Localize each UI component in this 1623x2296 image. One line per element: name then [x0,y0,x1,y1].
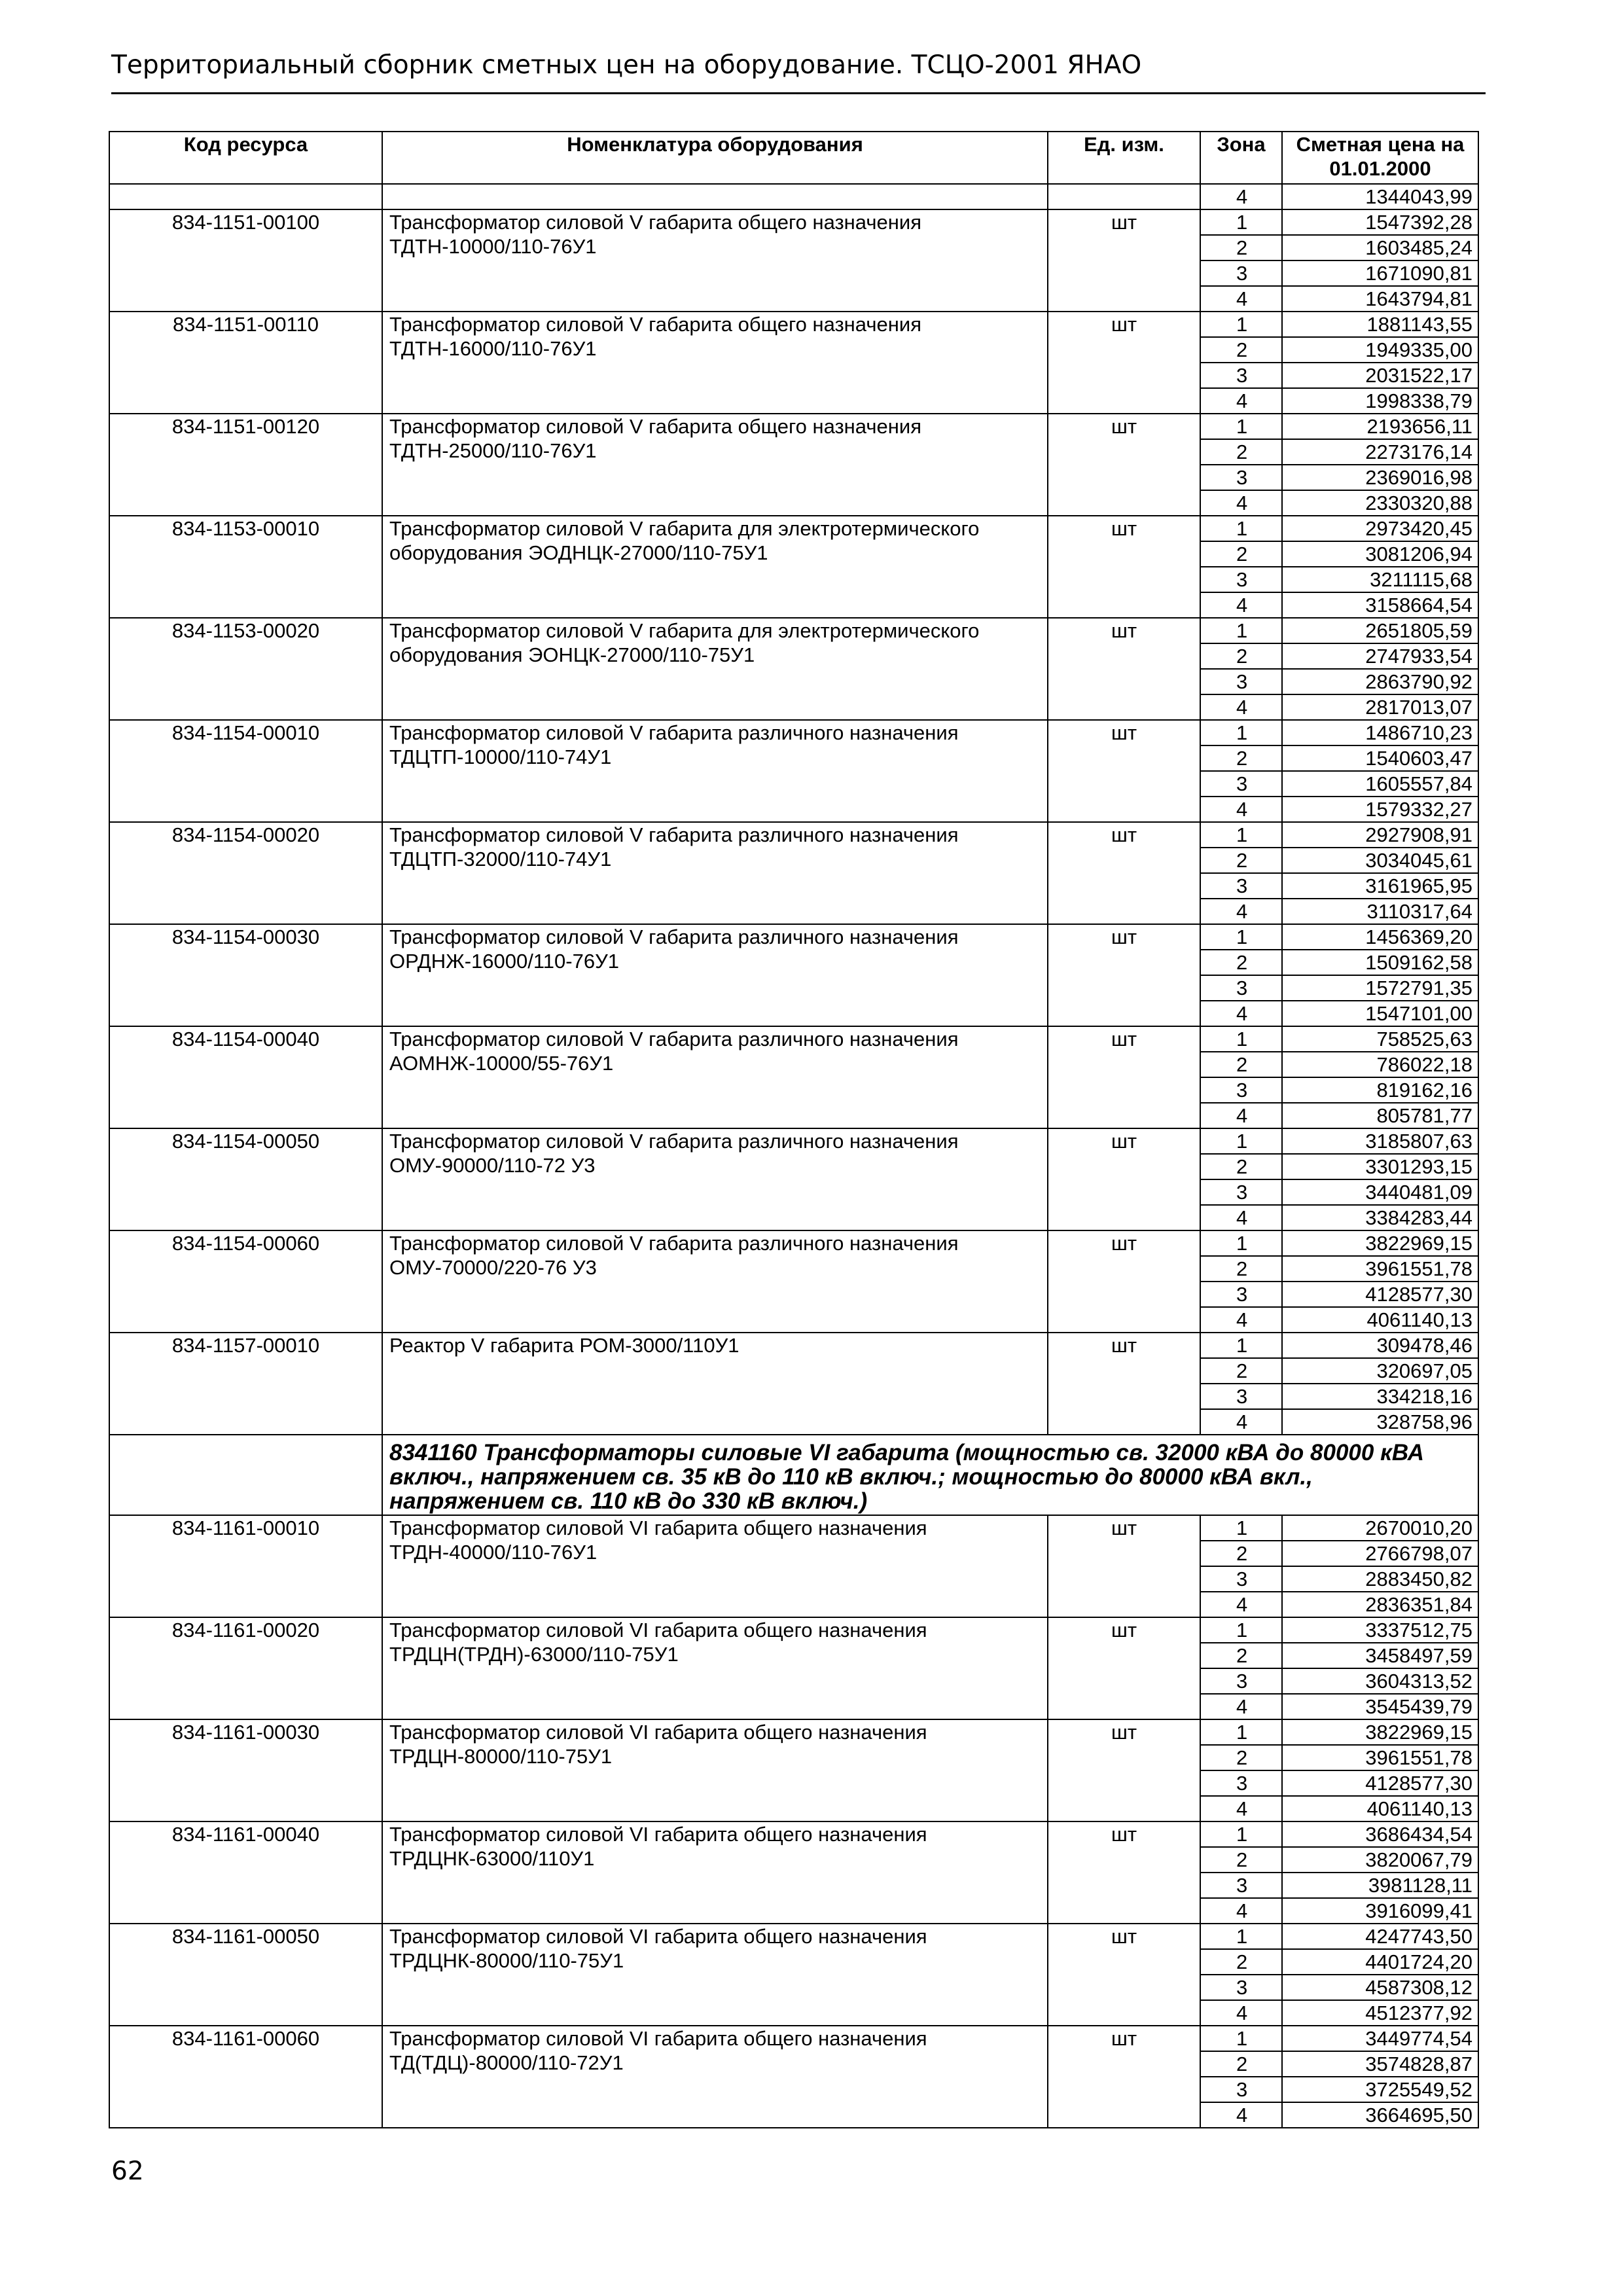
zone-number: 4 [1200,1592,1282,1617]
section-row [109,1435,1478,1515]
estimated-price: 2747933,54 [1282,643,1478,669]
estimated-price: 1603485,24 [1282,235,1478,260]
unit-of-measure: шт [1048,1230,1200,1333]
estimated-price: 4128577,30 [1282,1770,1478,1796]
column-header-code: Код ресурса [109,132,382,184]
table-header-row [109,132,1478,184]
zone-number: 1 [1200,1924,1282,1949]
zone-number: 1 [1200,1128,1282,1154]
estimated-price: 3301293,15 [1282,1154,1478,1179]
estimated-price: 1547101,00 [1282,1001,1478,1026]
unit-of-measure: шт [1048,209,1200,312]
zone-number: 4 [1200,1205,1282,1230]
estimated-price: 2651805,59 [1282,618,1478,643]
zone-number: 4 [1200,2000,1282,2026]
estimated-price: 309478,46 [1282,1333,1478,1358]
unit-of-measure: шт [1048,822,1200,924]
estimated-price: 1456369,20 [1282,924,1478,950]
carryover-unit-cell [1048,184,1200,209]
resource-code: 834-1157-00010 [109,1333,382,1435]
zone-number: 4 [1200,1898,1282,1924]
carryover-price: 1344043,99 [1282,184,1478,209]
page-header-title: Территориальный сборник сметных цен на оборудование. ТСЦО-2001 ЯНАО [111,50,1142,80]
estimated-price: 3211115,68 [1282,567,1478,592]
zone-number: 1 [1200,2026,1282,2051]
table-row [109,618,1478,643]
equipment-name: Трансформатор силовой V габарита для электротермического оборудования ЭОНЦК-27000/110-75У1 [382,618,1048,720]
zone-number: 3 [1200,465,1282,490]
zone-number: 2 [1200,950,1282,975]
table-body [109,184,1478,2128]
zone-number: 2 [1200,235,1282,260]
zone-number: 4 [1200,490,1282,516]
estimated-price: 3664695,50 [1282,2102,1478,2128]
zone-number: 4 [1200,694,1282,720]
estimated-price: 3185807,63 [1282,1128,1478,1154]
table-row [109,1026,1478,1052]
estimated-price: 4061140,13 [1282,1307,1478,1333]
estimated-price: 3961551,78 [1282,1745,1478,1770]
zone-number: 4 [1200,592,1282,618]
estimated-price: 758525,63 [1282,1026,1478,1052]
zone-number: 3 [1200,1384,1282,1409]
equipment-name: Трансформатор силовой VI габарита общего назначения ТД(ТДЦ)-80000/110-72У1 [382,2026,1048,2128]
estimated-price: 1881143,55 [1282,312,1478,337]
estimated-price: 1643794,81 [1282,286,1478,312]
table-row [109,312,1478,337]
zone-number: 2 [1200,1154,1282,1179]
section-title: 8341160 Трансформаторы силовые VI габарита (мощностью св. 32000 кВА до 80000 кВА включ., напряжением св. 35 кВ до 110 кВ включ.; мощностью до 80000 кВА вкл., напряжением св. 110 кВ до 330 кВ включ.) [382,1435,1478,1515]
estimated-price: 3158664,54 [1282,592,1478,618]
resource-code: 834-1154-00060 [109,1230,382,1333]
estimated-price: 3110317,64 [1282,899,1478,924]
estimated-price: 3081206,94 [1282,541,1478,567]
estimated-price: 1579332,27 [1282,797,1478,822]
zone-number: 1 [1200,516,1282,541]
equipment-name: Трансформатор силовой VI габарита общего назначения ТРДН-40000/110-76У1 [382,1515,1048,1617]
equipment-name: Трансформатор силовой V габарита различного назначения ТДЦТП-32000/110-74У1 [382,822,1048,924]
estimated-price: 328758,96 [1282,1409,1478,1435]
unit-of-measure: шт [1048,414,1200,516]
estimated-price: 3961551,78 [1282,1256,1478,1282]
column-header-name: Номенклатура оборудования [382,132,1048,184]
table-row [109,209,1478,235]
estimated-price: 2883450,82 [1282,1566,1478,1592]
estimated-price: 3449774,54 [1282,2026,1478,2051]
estimated-price: 2273176,14 [1282,439,1478,465]
estimated-price: 2193656,11 [1282,414,1478,439]
table-row [109,2026,1478,2051]
section-code-cell [109,1435,382,1515]
unit-of-measure: шт [1048,1617,1200,1719]
estimated-price: 3916099,41 [1282,1898,1478,1924]
unit-of-measure: шт [1048,1821,1200,1924]
estimated-price: 3161965,95 [1282,873,1478,899]
resource-code: 834-1161-00060 [109,2026,382,2128]
equipment-name: Трансформатор силовой V габарита различного назначения ОМУ-90000/110-72 У3 [382,1128,1048,1230]
table-row [109,1821,1478,1847]
zone-number: 4 [1200,2102,1282,2128]
zone-number: 1 [1200,1821,1282,1847]
table-row [109,924,1478,950]
zone-number: 2 [1200,541,1282,567]
estimated-price: 3820067,79 [1282,1847,1478,1873]
zone-number: 1 [1200,618,1282,643]
estimated-price: 1671090,81 [1282,260,1478,286]
estimated-price: 2927908,91 [1282,822,1478,848]
estimated-price: 2863790,92 [1282,669,1478,694]
zone-number: 2 [1200,1643,1282,1668]
zone-number: 4 [1200,1103,1282,1128]
zone-number: 3 [1200,1873,1282,1898]
zone-number: 3 [1200,567,1282,592]
column-header-price: Сметная цена на 01.01.2000 [1282,132,1478,184]
resource-code: 834-1153-00010 [109,516,382,618]
table-row [109,414,1478,439]
resource-code: 834-1151-00110 [109,312,382,414]
estimated-price: 3545439,79 [1282,1694,1478,1719]
zone-number: 1 [1200,1719,1282,1745]
zone-number: 3 [1200,1975,1282,2000]
zone-number: 3 [1200,873,1282,899]
zone-number: 3 [1200,1566,1282,1592]
estimated-price: 3604313,52 [1282,1668,1478,1694]
unit-of-measure: шт [1048,1333,1200,1435]
estimated-price: 3337512,75 [1282,1617,1478,1643]
resource-code: 834-1161-00040 [109,1821,382,1924]
table-row [109,1515,1478,1541]
carryover-code-cell [109,184,382,209]
unit-of-measure: шт [1048,720,1200,822]
estimated-price: 2031522,17 [1282,363,1478,388]
equipment-name: Трансформатор силовой V габарита для электротермического оборудования ЭОДНЦК-27000/110-75У1 [382,516,1048,618]
zone-number: 4 [1200,1694,1282,1719]
estimated-price: 4128577,30 [1282,1282,1478,1307]
zone-number: 1 [1200,924,1282,950]
equipment-name: Трансформатор силовой VI габарита общего назначения ТРДЦНК-63000/110У1 [382,1821,1048,1924]
estimated-price: 1605557,84 [1282,771,1478,797]
estimated-price: 1949335,00 [1282,337,1478,363]
zone-number: 2 [1200,1541,1282,1566]
resource-code: 834-1161-00030 [109,1719,382,1821]
header-rule [111,92,1486,94]
zone-number: 3 [1200,1668,1282,1694]
zone-number: 4 [1200,286,1282,312]
estimated-price: 3574828,87 [1282,2051,1478,2077]
zone-number: 4 [1200,797,1282,822]
estimated-price: 4061140,13 [1282,1796,1478,1821]
table-row [109,1924,1478,1949]
estimated-price: 3725549,52 [1282,2077,1478,2102]
estimated-price: 1572791,35 [1282,975,1478,1001]
resource-code: 834-1151-00120 [109,414,382,516]
estimated-price: 2330320,88 [1282,490,1478,516]
equipment-name: Трансформатор силовой V габарита общего назначения ТДТН-25000/110-76У1 [382,414,1048,516]
zone-number: 2 [1200,1949,1282,1975]
resource-code: 834-1151-00100 [109,209,382,312]
page-number: 62 [111,2157,144,2186]
zone-number: 1 [1200,822,1282,848]
table-row [109,516,1478,541]
estimated-price: 1547392,28 [1282,209,1478,235]
estimated-price: 4512377,92 [1282,2000,1478,2026]
zone-number: 1 [1200,1515,1282,1541]
zone-number: 4 [1200,1796,1282,1821]
zone-number: 3 [1200,1282,1282,1307]
zone-number: 2 [1200,2051,1282,2077]
zone-number: 3 [1200,975,1282,1001]
zone-number: 2 [1200,337,1282,363]
zone-number: 2 [1200,848,1282,873]
estimated-price: 2836351,84 [1282,1592,1478,1617]
equipment-name: Трансформатор силовой VI габарита общего назначения ТРДЦН-80000/110-75У1 [382,1719,1048,1821]
table-row [109,822,1478,848]
estimated-price: 2817013,07 [1282,694,1478,720]
zone-number: 1 [1200,312,1282,337]
resource-code: 834-1154-00020 [109,822,382,924]
table-row [109,1719,1478,1745]
zone-number: 1 [1200,1230,1282,1256]
zone-number: 2 [1200,1052,1282,1077]
unit-of-measure: шт [1048,2026,1200,2128]
zone-number: 1 [1200,1026,1282,1052]
zone-number: 4 [1200,1001,1282,1026]
zone-number: 3 [1200,260,1282,286]
zone-number: 4 [1200,899,1282,924]
estimated-price: 3822969,15 [1282,1719,1478,1745]
carryover-row [109,184,1478,209]
table-row [109,1333,1478,1358]
unit-of-measure: шт [1048,924,1200,1026]
unit-of-measure: шт [1048,618,1200,720]
zone-number: 2 [1200,1256,1282,1282]
equipment-name: Трансформатор силовой V габарита различного назначения ОРДНЖ-16000/110-76У1 [382,924,1048,1026]
table-row [109,1230,1478,1256]
zone-number: 1 [1200,1617,1282,1643]
zone-number: 1 [1200,414,1282,439]
zone-number: 3 [1200,1077,1282,1103]
column-header-zone: Зона [1200,132,1282,184]
table-row [109,720,1478,745]
resource-code: 834-1154-00030 [109,924,382,1026]
estimated-price: 2670010,20 [1282,1515,1478,1541]
estimated-price: 3384283,44 [1282,1205,1478,1230]
estimated-price: 3822969,15 [1282,1230,1478,1256]
equipment-name: Трансформатор силовой VI габарита общего назначения ТРДЦН(ТРДН)-63000/110-75У1 [382,1617,1048,1719]
equipment-name: Трансформатор силовой V габарита общего назначения ТДТН-16000/110-76У1 [382,312,1048,414]
resource-code: 834-1161-00010 [109,1515,382,1617]
resource-code: 834-1161-00020 [109,1617,382,1719]
zone-number: 3 [1200,669,1282,694]
zone-number: 2 [1200,643,1282,669]
unit-of-measure: шт [1048,1026,1200,1128]
zone-number: 3 [1200,363,1282,388]
estimated-price: 334218,16 [1282,1384,1478,1409]
column-header-unit: Ед. изм. [1048,132,1200,184]
estimated-price: 4587308,12 [1282,1975,1478,2000]
estimated-price: 1509162,58 [1282,950,1478,975]
estimated-price: 3458497,59 [1282,1643,1478,1668]
resource-code: 834-1154-00050 [109,1128,382,1230]
zone-number: 3 [1200,1179,1282,1205]
estimated-price: 2766798,07 [1282,1541,1478,1566]
resource-code: 834-1153-00020 [109,618,382,720]
zone-number: 2 [1200,1745,1282,1770]
estimated-price: 2973420,45 [1282,516,1478,541]
carryover-zone: 4 [1200,184,1282,209]
table-row [109,1617,1478,1643]
estimated-price: 1998338,79 [1282,388,1478,414]
estimated-price: 3034045,61 [1282,848,1478,873]
estimated-price: 819162,16 [1282,1077,1478,1103]
zone-number: 2 [1200,1358,1282,1384]
estimated-price: 4247743,50 [1282,1924,1478,1949]
resource-code: 834-1154-00010 [109,720,382,822]
unit-of-measure: шт [1048,1128,1200,1230]
estimated-price: 1486710,23 [1282,720,1478,745]
estimated-price: 4401724,20 [1282,1949,1478,1975]
zone-number: 1 [1200,1333,1282,1358]
zone-number: 4 [1200,388,1282,414]
zone-number: 3 [1200,771,1282,797]
estimated-price: 320697,05 [1282,1358,1478,1384]
unit-of-measure: шт [1048,312,1200,414]
equipment-name: Трансформатор силовой V габарита различного назначения АОМНЖ-10000/55-76У1 [382,1026,1048,1128]
equipment-name: Трансформатор силовой V габарита различного назначения ТДЦТП-10000/110-74У1 [382,720,1048,822]
estimated-price: 805781,77 [1282,1103,1478,1128]
unit-of-measure: шт [1048,1515,1200,1617]
estimated-price: 3686434,54 [1282,1821,1478,1847]
price-table [109,131,1479,2128]
unit-of-measure: шт [1048,516,1200,618]
zone-number: 2 [1200,439,1282,465]
zone-number: 1 [1200,209,1282,235]
zone-number: 3 [1200,1770,1282,1796]
zone-number: 4 [1200,1409,1282,1435]
zone-number: 2 [1200,745,1282,771]
equipment-name: Трансформатор силовой V габарита общего назначения ТДТН-10000/110-76У1 [382,209,1048,312]
unit-of-measure: шт [1048,1719,1200,1821]
zone-number: 1 [1200,720,1282,745]
table-row [109,1128,1478,1154]
estimated-price: 3440481,09 [1282,1179,1478,1205]
zone-number: 2 [1200,1847,1282,1873]
estimated-price: 2369016,98 [1282,465,1478,490]
estimated-price: 1540603,47 [1282,745,1478,771]
resource-code: 834-1154-00040 [109,1026,382,1128]
equipment-name: Трансформатор силовой VI габарита общего назначения ТРДЦНК-80000/110-75У1 [382,1924,1048,2026]
equipment-name: Реактор V габарита РОМ-3000/110У1 [382,1333,1048,1435]
estimated-price: 786022,18 [1282,1052,1478,1077]
equipment-name: Трансформатор силовой V габарита различного назначения ОМУ-70000/220-76 У3 [382,1230,1048,1333]
zone-number: 3 [1200,2077,1282,2102]
estimated-price: 3981128,11 [1282,1873,1478,1898]
resource-code: 834-1161-00050 [109,1924,382,2026]
zone-number: 4 [1200,1307,1282,1333]
carryover-name-cell [382,184,1048,209]
unit-of-measure: шт [1048,1924,1200,2026]
